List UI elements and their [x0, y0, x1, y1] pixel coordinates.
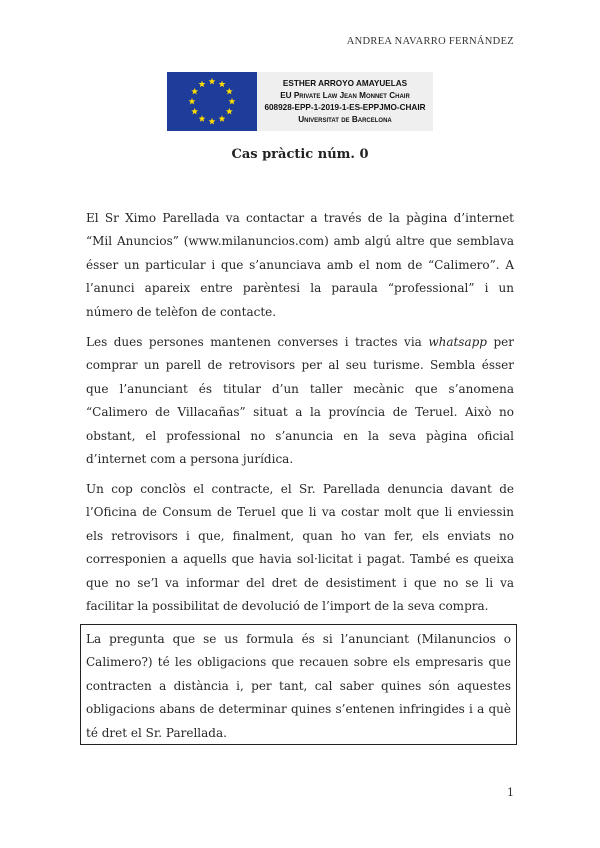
chair-banner — [167, 72, 433, 131]
banner-line-code: 608928-EPP-1-2019-1-ES-EPPJMO-CHAIR — [264, 102, 426, 112]
header-author: ANDREA NAVARRO FERNÁNDEZ — [346, 36, 514, 47]
question-text: La pregunta que se us formula és si l’anunciant (Milanuncios o Calimero?) té les obligacions que recauen sobre els empresaris que contracten a distància i, per tant, cal saber quines són aquestes obligacions abans de determinar quines s’entenen infringides i a què té dret el Sr. Parellada. — [86, 632, 511, 740]
banner-line-name: ESTHER ARROYO AMAYUELAS — [282, 78, 408, 88]
paragraph-3: Un cop conclòs el contracte, el Sr. Parellada denuncia davant de l’Oficina de Consum de Teruel que li va costar molt que li enviessin els retrovisors i que, finalment, quan ho van fer, els enviats no corresponien a aquells que havia sol·licitat i pagat. També es queixa que no se’l va informar del dret de desistiment i que no se li va facilitar la possibilitat de devolució de l’import de la seva compra. — [86, 482, 514, 614]
banner-text — [257, 72, 433, 131]
eu-flag-icon — [167, 72, 257, 131]
banner-line-university: Universitat de Barcelona — [298, 114, 392, 124]
question-box — [80, 624, 517, 745]
paragraph-2-start: Les dues persones mantenen converses i tractes via — [86, 335, 429, 349]
paragraph-2-italic: whatsapp — [428, 335, 487, 349]
page-number: 1 — [507, 786, 514, 799]
paragraph-1: El Sr Ximo Parellada va contactar a través de la pàgina d’internet “Mil Anuncios” (www.milanuncios.com) amb algú altre que semblava ésser un particular i que s’anunciava amb el nom de “Calimero”. A l’anunci apareix entre parèntesi la paraula “professional” i un número de telèfon de contacte. — [86, 211, 514, 319]
paragraph-2 — [86, 331, 514, 471]
banner-line-chair: EU Private Law Jean Monnet Chair — [280, 90, 410, 100]
paragraph-2-end: per comprar un parell de retrovisors per al seu turisme. Sembla ésser que l’anunciant és titular d’un taller mecànic que s’anomena “Calimero de Villacañas” situat a la província de Teruel. Això no obstant, el professional no s’anuncia en la seva pàgina oficial d’internet com a persona jurídica. — [86, 335, 514, 467]
page-title: Cas pràctic núm. 0 — [231, 147, 369, 162]
